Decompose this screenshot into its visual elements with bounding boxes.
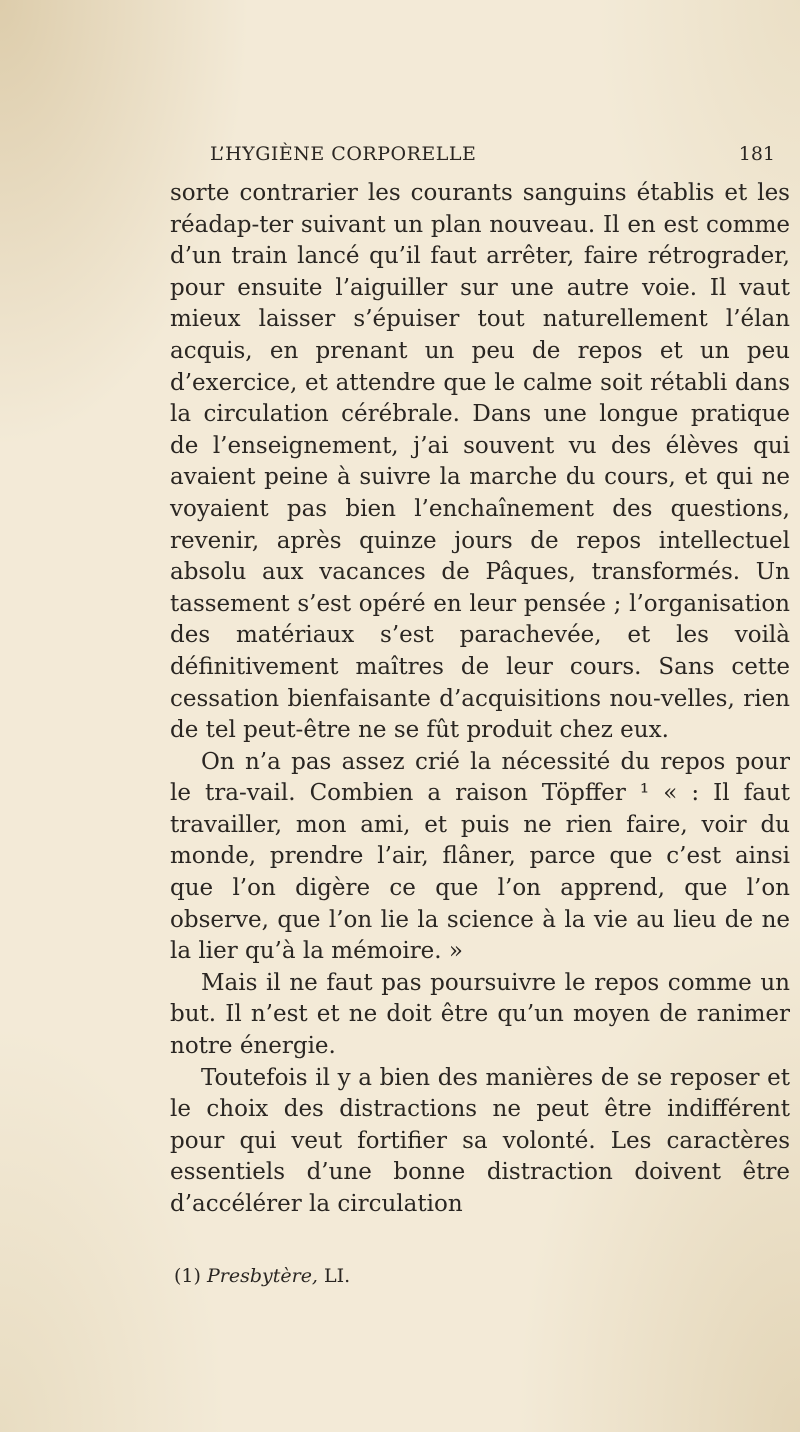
- footnote-reference: LI.: [324, 1265, 351, 1287]
- paragraph: Toutefois il y a bien des manières de se reposer et le choix des distractions ne peut être indifférent pour qui veut fortifier sa volonté. Les caractères essentiels d’une bonne distraction doivent être d’accélérer la circulation: [170, 1064, 790, 1217]
- paragraph: sorte contrarier les courants sanguins établis et les réadap-ter suivant un plan nouveau. Il en est comme d’un train lancé qu’il faut arrêter, faire rétrograder, pour ensuite l’aiguiller sur une autre voie. Il vaut mieux laisser s’épuiser tout naturellement l’élan acquis, en prenant un peu de repos et un peu d’exercice, et attendre que le calme soit rétabli dans la circulation cérébrale. Dans une longue pratique de l’enseignement, j’ai souvent vu des élèves qui avaient peine à suivre la marche du cours, et qui ne voyaient pas bien l’enchaînement des questions, revenir, après quinze jours de repos intellectuel absolu aux vacances de Pâques, transformés. Un tassement s’est opéré en leur pensée ; l’organisation des matériaux s’est parachevée, et les voilà définitivement maîtres de leur cours. Sans cette cessation bienfaisante d’acquisitions nou-velles, rien de tel peut-être ne se fût produit chez eux.: [170, 180, 790, 744]
- footnote: [174, 1265, 350, 1287]
- running-title: L’HYGIÈNE CORPORELLE: [210, 143, 477, 165]
- body-text: [170, 178, 790, 1221]
- paragraph: On n’a pas assez crié la nécessité du repos pour le tra-vail. Combien a raison Töpffer ¹ « : Il faut travailler, mon ami, et puis ne rien faire, voir du monde, prendre l’air, flâner, parce que c’est ainsi que l’on digère ce que l’on apprend, que l’on observe, que l’on lie la science à la vie au lieu de ne la lier qu’à la mémoire. »: [170, 748, 790, 965]
- paragraph: Mais il ne faut pas poursuivre le repos comme un but. Il n’est et ne doit être qu’un moyen de ranimer notre énergie.: [170, 969, 790, 1060]
- footnote-work-title: Presbytère,: [206, 1265, 318, 1287]
- page-number: 181: [738, 143, 775, 165]
- footnote-marker: (1): [174, 1265, 201, 1287]
- running-head: [170, 143, 775, 173]
